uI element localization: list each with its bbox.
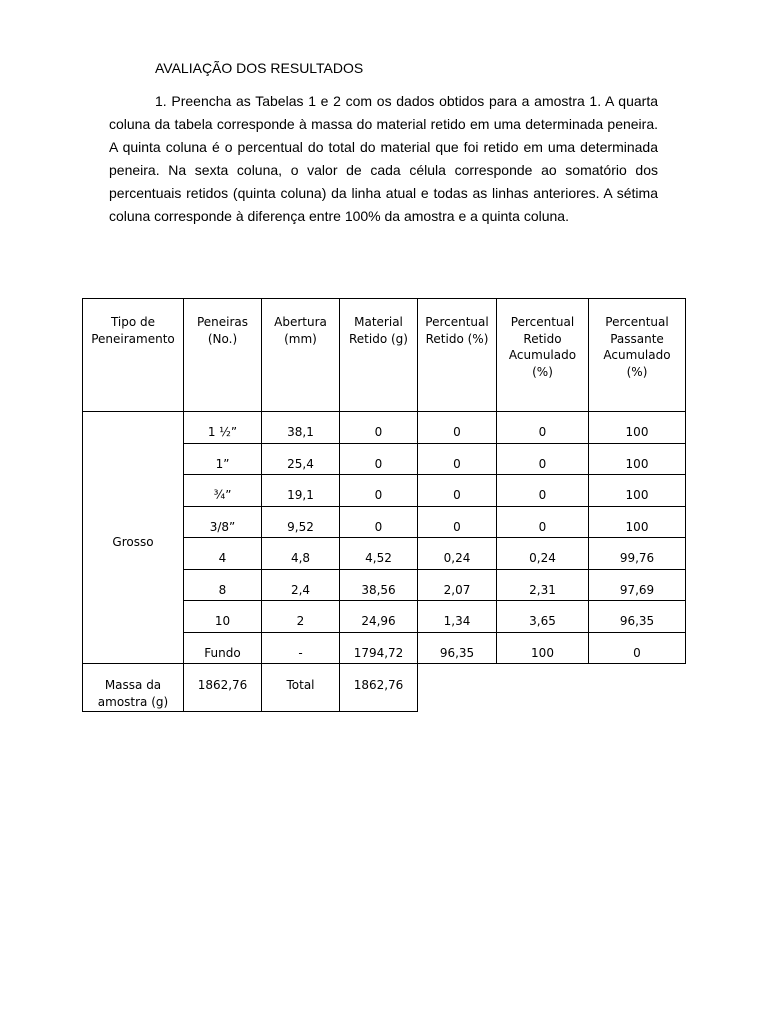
table-cell: 0	[497, 475, 589, 507]
table-cell: 0	[497, 412, 589, 444]
table-cell: 0	[497, 506, 589, 538]
table-cell: 96,35	[418, 632, 497, 664]
header-cell: Abertura (mm)	[262, 299, 340, 412]
table-cell: 0	[340, 443, 418, 475]
table-cell: 100	[589, 475, 686, 507]
table-cell: 100	[589, 412, 686, 444]
total-value: 1862,76	[340, 664, 418, 712]
table-cell: 4,52	[340, 538, 418, 570]
table-cell: 2	[262, 601, 340, 633]
table-cell: 97,69	[589, 569, 686, 601]
table-cell: 96,35	[589, 601, 686, 633]
empty-cell	[589, 664, 686, 712]
table-cell: 38,56	[340, 569, 418, 601]
table-cell: 100	[497, 632, 589, 664]
table-cell: 0	[589, 632, 686, 664]
table-cell: 0	[418, 475, 497, 507]
header-cell: Material Retido (g)	[340, 299, 418, 412]
table-cell: 38,1	[262, 412, 340, 444]
table-cell: 2,31	[497, 569, 589, 601]
table-cell: 1,34	[418, 601, 497, 633]
table-cell: 0	[497, 443, 589, 475]
table-cell: 0,24	[418, 538, 497, 570]
table-cell: 8	[184, 569, 262, 601]
table-cell: 4,8	[262, 538, 340, 570]
sample-mass-row	[83, 664, 686, 712]
table-cell: 0	[418, 412, 497, 444]
header-cell: Percentual Retido (%)	[418, 299, 497, 412]
table-cell: 24,96	[340, 601, 418, 633]
table-header-row	[83, 299, 686, 412]
table-cell: 0	[340, 506, 418, 538]
table-cell: ¾”	[184, 475, 262, 507]
table-row	[83, 412, 686, 444]
table-cell: 0	[340, 412, 418, 444]
table-cell: 0	[340, 475, 418, 507]
table-cell: 10	[184, 601, 262, 633]
table-cell: 1 ½”	[184, 412, 262, 444]
table-cell: 25,4	[262, 443, 340, 475]
table-cell: 3/8”	[184, 506, 262, 538]
table-cell: 0	[418, 443, 497, 475]
section-heading: AVALIAÇÃO DOS RESULTADOS	[155, 60, 364, 76]
instructions-paragraph: 1. Preencha as Tabelas 1 e 2 com os dados obtidos para a amostra 1. A quarta coluna da tabela corresponde à massa do material retido em uma determinada peneira. A quinta coluna é o percentual do total do material que foi retido em uma determinada peneira. Na sexta coluna, o valor de cada célula corresponde ao somatório dos percentuais retidos (quinta coluna) da linha atual e todas as linhas anteriores. A sétima coluna corresponde à diferença entre 100% da amostra e a quinta coluna.	[109, 93, 658, 224]
table-cell: 1794,72	[340, 632, 418, 664]
sample-mass-label: Massa da amostra (g)	[83, 664, 184, 712]
table-cell: Fundo	[184, 632, 262, 664]
table-cell: 99,76	[589, 538, 686, 570]
table-cell: -	[262, 632, 340, 664]
table-cell: 9,52	[262, 506, 340, 538]
table-cell: 100	[589, 443, 686, 475]
table-cell: 0	[418, 506, 497, 538]
table-cell: 3,65	[497, 601, 589, 633]
table-cell: 100	[589, 506, 686, 538]
table-cell: 2,07	[418, 569, 497, 601]
empty-cell	[418, 664, 497, 712]
table-cell: 1”	[184, 443, 262, 475]
sample-mass-value: 1862,76	[184, 664, 262, 712]
header-cell: Tipo de Peneiramento	[83, 299, 184, 412]
total-label: Total	[262, 664, 340, 712]
sieve-results-table	[82, 298, 686, 712]
group-label-cell: Grosso	[83, 412, 184, 664]
table-cell: 2,4	[262, 569, 340, 601]
table-cell: 0,24	[497, 538, 589, 570]
table-cell: 19,1	[262, 475, 340, 507]
header-cell: Peneiras (No.)	[184, 299, 262, 412]
header-cell: Percentual Passante Acumulado (%)	[589, 299, 686, 412]
empty-cell	[497, 664, 589, 712]
header-cell: Percentual Retido Acumulado (%)	[497, 299, 589, 412]
table-cell: 4	[184, 538, 262, 570]
